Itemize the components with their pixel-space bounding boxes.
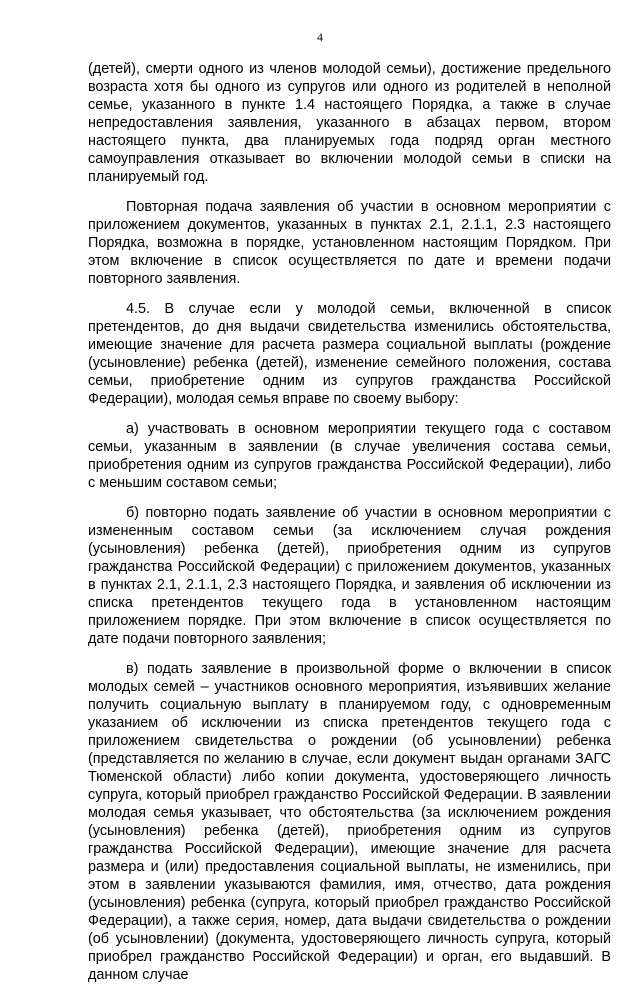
paragraph-option-a: а) участвовать в основном мероприятии текущего года с составом семьи, указанным в заявлении (в случае увеличения состава семьи, приобретения одним из супругов гражданства Российской Федерации), либо с меньшим составом семьи; xyxy=(88,421,611,491)
page-number: 4 xyxy=(317,30,323,44)
paragraph-clause-4-5: 4.5. В случае если у молодой семьи, включенной в список претендентов, до дня выдачи свидетельства изменились обстоятельства, имеющие значение для расчета размера социальной выплаты (рождение (усыновление) ребенка (детей), изменение семейного положения, состава семьи, приобретение одним из супругов гражданства Российской Федерации), молодая семья вправе по своему выбору: xyxy=(88,301,611,407)
paragraph-option-v: в) подать заявление в произвольной форме о включении в список молодых семей – участников основного мероприятия, изъявивших желание получить социальную выплату в планируемом году, с одновременным указанием об исключении из списка претендентов текущего года с приложением свидетельства о рождении (об усыновлении) ребенка (представляется по желанию в случае, если документ выдан органами ЗАГС Тюменской области) либо копии документа, удостоверяющего личность супруга, который приобрел гражданство Российской Федерации. В заявлении молодая семья указывает, что обстоятельства (за исключением рождения (усыновления) ребенка (детей), приобретения одним из супругов гражданства Российской Федерации), имеющие значение для расчета размера и (или) предоставления социальной выплаты, не изменились, при этом в заявлении указываются фамилия, имя, отчество, дата рождения (усыновления) ребенка (супруга, который приобрел гражданство Российской Федерации), а также серия, номер, дата выдачи свидетельства о рождении (об усыновлении) (документа, удостоверяющего личность супруга, который приобрел гражданство Российской Федерации) и орган, его выдавший. В данном случае xyxy=(88,661,611,983)
paragraph-repeat-application: Повторная подача заявления об участии в основном мероприятии с приложением документов, указанных в пунктах 2.1, 2.1.1, 2.3 настоящего Порядка, возможна в порядке, установленном настоящим Порядком. При этом включение в список осуществляется по дате и времени подачи повторного заявления. xyxy=(88,199,611,287)
paragraph-continuation: (детей), смерти одного из членов молодой семьи), достижение предельного возраста хотя бы одного из супругов или одного из родителей в неполной семье, указанного в пункте 1.4 настоящего Порядка, а также в случае непредоставления заявления, указанного в абзацах первом, втором настоящего пункта, два планируемых года подряд орган местного самоуправления отказывает во включении молодой семьи в списки на планируемый год. xyxy=(88,61,611,185)
document-body xyxy=(88,60,611,984)
paragraph-option-b: б) повторно подать заявление об участии в основном мероприятии с измененным составом семьи (за исключением случая рождения (усыновления) ребенка (детей), приобретения одним из супругов гражданства Российской Федерации) с приложением документов, указанных в пунктах 2.1, 2.1.1, 2.3 настоящего Порядка, и заявления об исключении из списка претендентов текущего года в установленном настоящим приложением порядке. При этом включение в список осуществляется по дате подачи повторного заявления; xyxy=(88,505,611,647)
